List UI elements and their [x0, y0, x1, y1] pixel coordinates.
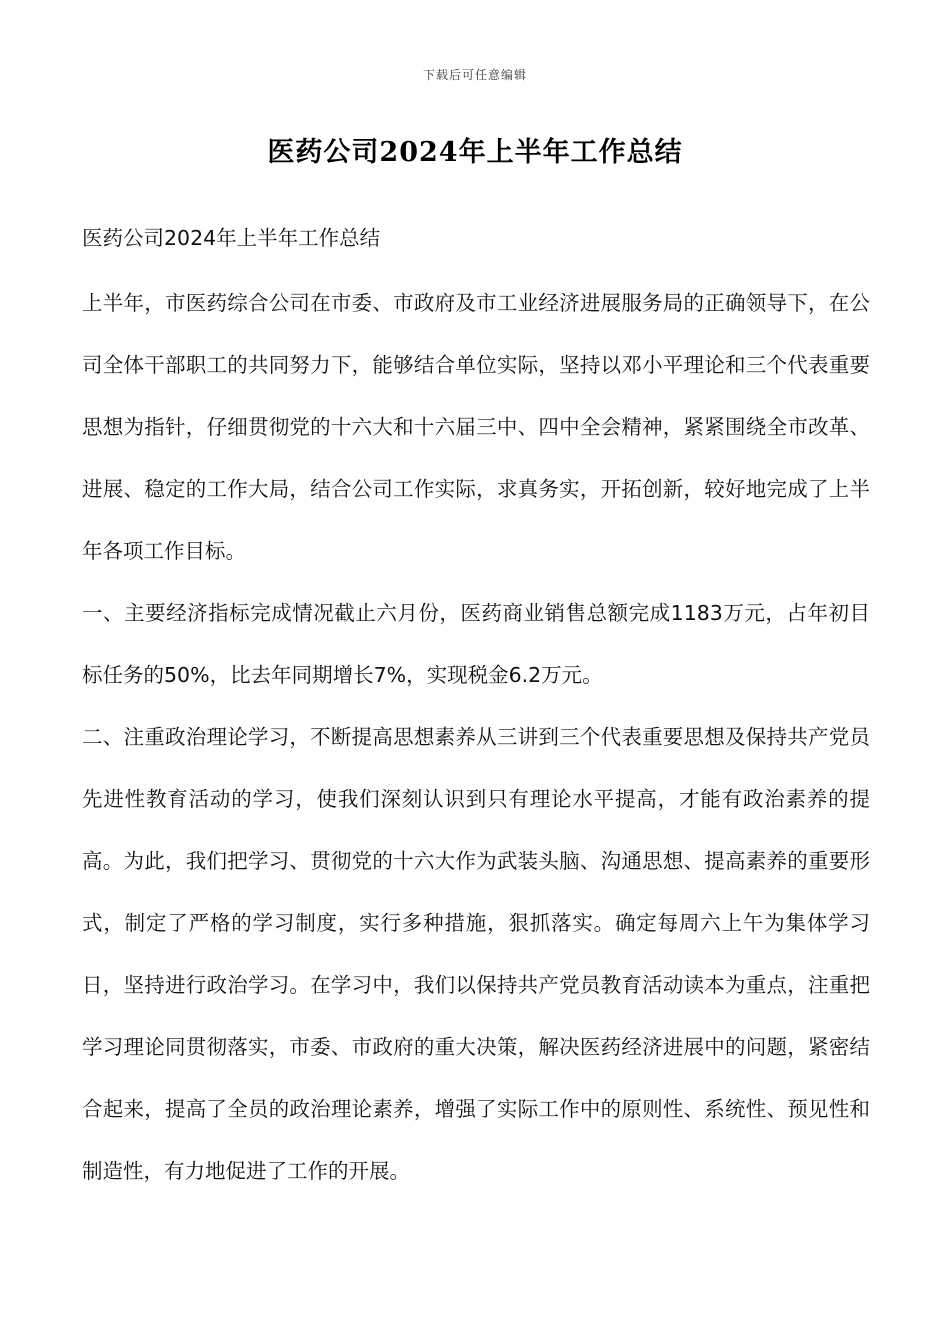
- paragraph-economic-indicators: 一、主要经济指标完成情况截止六月份，医药商业销售总额完成1183万元，占年初目标任务的50%，比去年同期增长7%，实现税金6.2万元。: [82, 601, 870, 687]
- document-subtitle: 医药公司2024年上半年工作总结: [82, 226, 381, 250]
- document-body: [82, 220, 870, 1202]
- paragraph-intro: 上半年，市医药综合公司在市委、市政府及市工业经济进展服务局的正确领导下，在公司全体干部职工的共同努力下，能够结合单位实际，坚持以邓小平理论和三个代表重要思想为指针，仔细贯彻党的十六大和十六届三中、四中全会精神，紧紧围绕全市改革、进展、稳定的工作大局，结合公司工作实际，求真务实，开拓创新，较好地完成了上半年各项工作目标。: [82, 291, 870, 563]
- document-title: 医药公司2024年上半年工作总结: [267, 137, 683, 168]
- header-note: 下载后可任意编辑: [422, 68, 527, 82]
- paragraph-political-study: 二、注重政治理论学习，不断提高思想素养从三讲到三个代表重要思想及保持共产党员先进性教育活动的学习，使我们深刻认识到只有理论水平提高，才能有政治素养的提高。为此，我们把学习、贯彻党的十六大作为武装头脑、沟通思想、提高素养的重要形式，制定了严格的学习制度，实行多种措施，狠抓落实。确定每周六上午为集体学习日，坚持进行政治学习。在学习中，我们以保持共产党员教育活动读本为重点，注重把学习理论同贯彻落实，市委、市政府的重大决策，解决医药经济进展中的问题，紧密结合起来，提高了全员的政治理论素养，增强了实际工作中的原则性、系统性、预见性和制造性，有力地促进了工作的开展。: [82, 725, 870, 1183]
